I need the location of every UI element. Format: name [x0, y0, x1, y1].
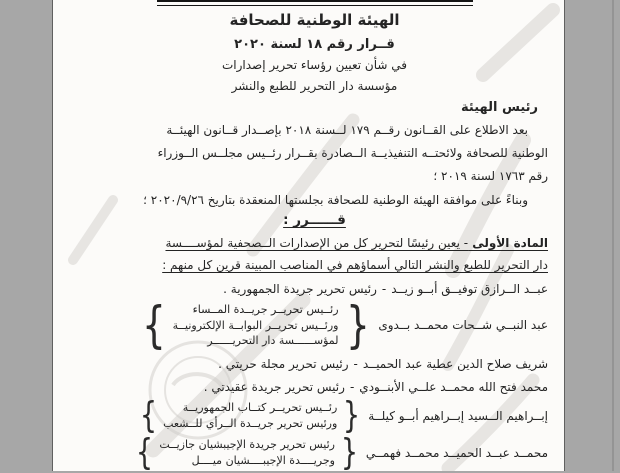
appointee-role: رئيس تحرير جريدة الجمهورية .	[223, 282, 377, 296]
clause1-line2: الوطنية للصحافة ولائحتــه التنفيذيــة الــصادرة بقــرار رئــيس مجلــس الــوزراء	[157, 146, 548, 160]
appointee-role: رئيس تحرير جريدة الإجيبشيان جازيــت	[159, 438, 335, 451]
appointee-name: شريف صلاح الدين عطية عبد الحميــد	[362, 356, 548, 371]
decree-subject-line2: مؤسسة دار التحرير للطبع والنشر	[231, 79, 398, 93]
appointee-role: لمؤســــــسة دار التحريــــــر	[207, 334, 339, 347]
appointee-role: ورئــيس تحريــر البوابــة الإلكترونيــة	[172, 318, 339, 332]
dash-separator: -	[353, 356, 358, 371]
decree-subject-line1: في شأن تعيين رؤساء تحرير إصدارات	[221, 58, 408, 72]
article-one-text: - يعين رئيسًا لتحرير كل من الإصدارات الــصحفية لمؤســــسة	[165, 236, 469, 250]
scan-edge-shadow	[612, 0, 614, 471]
article-one-line1	[81, 232, 548, 254]
appointee-roles	[157, 435, 337, 470]
appointee-role: رئــيس تحريــر كتــاب الجمهوريــة	[182, 401, 338, 414]
dash-separator: -	[349, 379, 355, 394]
appointment-row	[81, 394, 548, 436]
clause1-line3: رقم ١٧٦٣ لسنة ٢٠١٩ ؛	[433, 169, 548, 183]
appointee-role: رئيس تحرير مجلة حريتي .	[218, 356, 349, 371]
article-one	[81, 232, 548, 276]
appointee-name: محمد فتح الله محمــد علــي الأبنــودي	[359, 379, 548, 394]
curly-brace-right: }	[340, 431, 359, 473]
clause1-line1: بعد الاطلاع على القــانون رقــم ١٧٩ لــسنة ٢٠١٨ بإصــدار قــانون الهيئــة	[166, 123, 528, 137]
curly-brace-left: {	[141, 296, 166, 355]
issuer-role-heading: رئيس الهيئة	[461, 100, 538, 115]
appointee-role: رئــيس تحريــر جريــدة المــساء	[192, 303, 339, 316]
curly-brace-right: }	[343, 394, 361, 436]
curly-brace-left: {	[136, 431, 154, 473]
org-title: الهيئة الوطنية للصحافة	[229, 11, 400, 29]
appointee-role: رئيس تحرير جريدة عقيدتي .	[203, 379, 345, 394]
appointee-name: محمــد عبــد الحميــد محمــد فهمــي	[365, 445, 548, 460]
appointment-row	[81, 377, 548, 397]
decree-number-line: قــرار رقم ١٨ لسنة ٢٠٢٠	[234, 37, 395, 52]
appointment-row	[81, 354, 548, 374]
appointee-name: عبــد الــرازق توفيــق أبــو زيــد	[391, 282, 548, 296]
curly-brace-left: {	[140, 394, 158, 436]
appointee-roles	[171, 300, 341, 351]
document-page	[52, 0, 565, 471]
header-double-rule	[157, 0, 473, 6]
article-one-line2: دار التحرير للطبع والنشر التالي أسماؤهم في المناصب المبينة قرين كل منهم :	[162, 258, 548, 272]
appointee-role: ورئيس تحرير جريــدة الــرأي للــشعب	[163, 416, 338, 430]
appointee-roles	[161, 398, 339, 433]
appointee-name: عبد النبــي شــحات محمــد بــدوى	[378, 318, 548, 333]
decided-word: قــــــرر :	[283, 212, 346, 228]
appointee-name: إبــراهيم الــسيد إبــراهيم أبــو كيلــة	[368, 408, 548, 423]
preamble-clause1	[81, 119, 548, 188]
appointee-role: وجريــــدة الإجيبــــشيان ميــــل	[191, 453, 335, 467]
curly-brace-right: }	[345, 296, 370, 355]
dash-separator: -	[381, 282, 387, 296]
article-one-label: المادة الأولى	[468, 236, 548, 250]
document-content	[53, 0, 564, 471]
appointment-row	[81, 296, 548, 355]
appointment-row	[81, 431, 548, 473]
preamble-clause2: وبناءً على موافقة الهيئة الوطنية للصحافة بجلستها المنعقدة بتاريخ ٢٠٢٠/٩/٢٦ ؛	[143, 193, 528, 207]
